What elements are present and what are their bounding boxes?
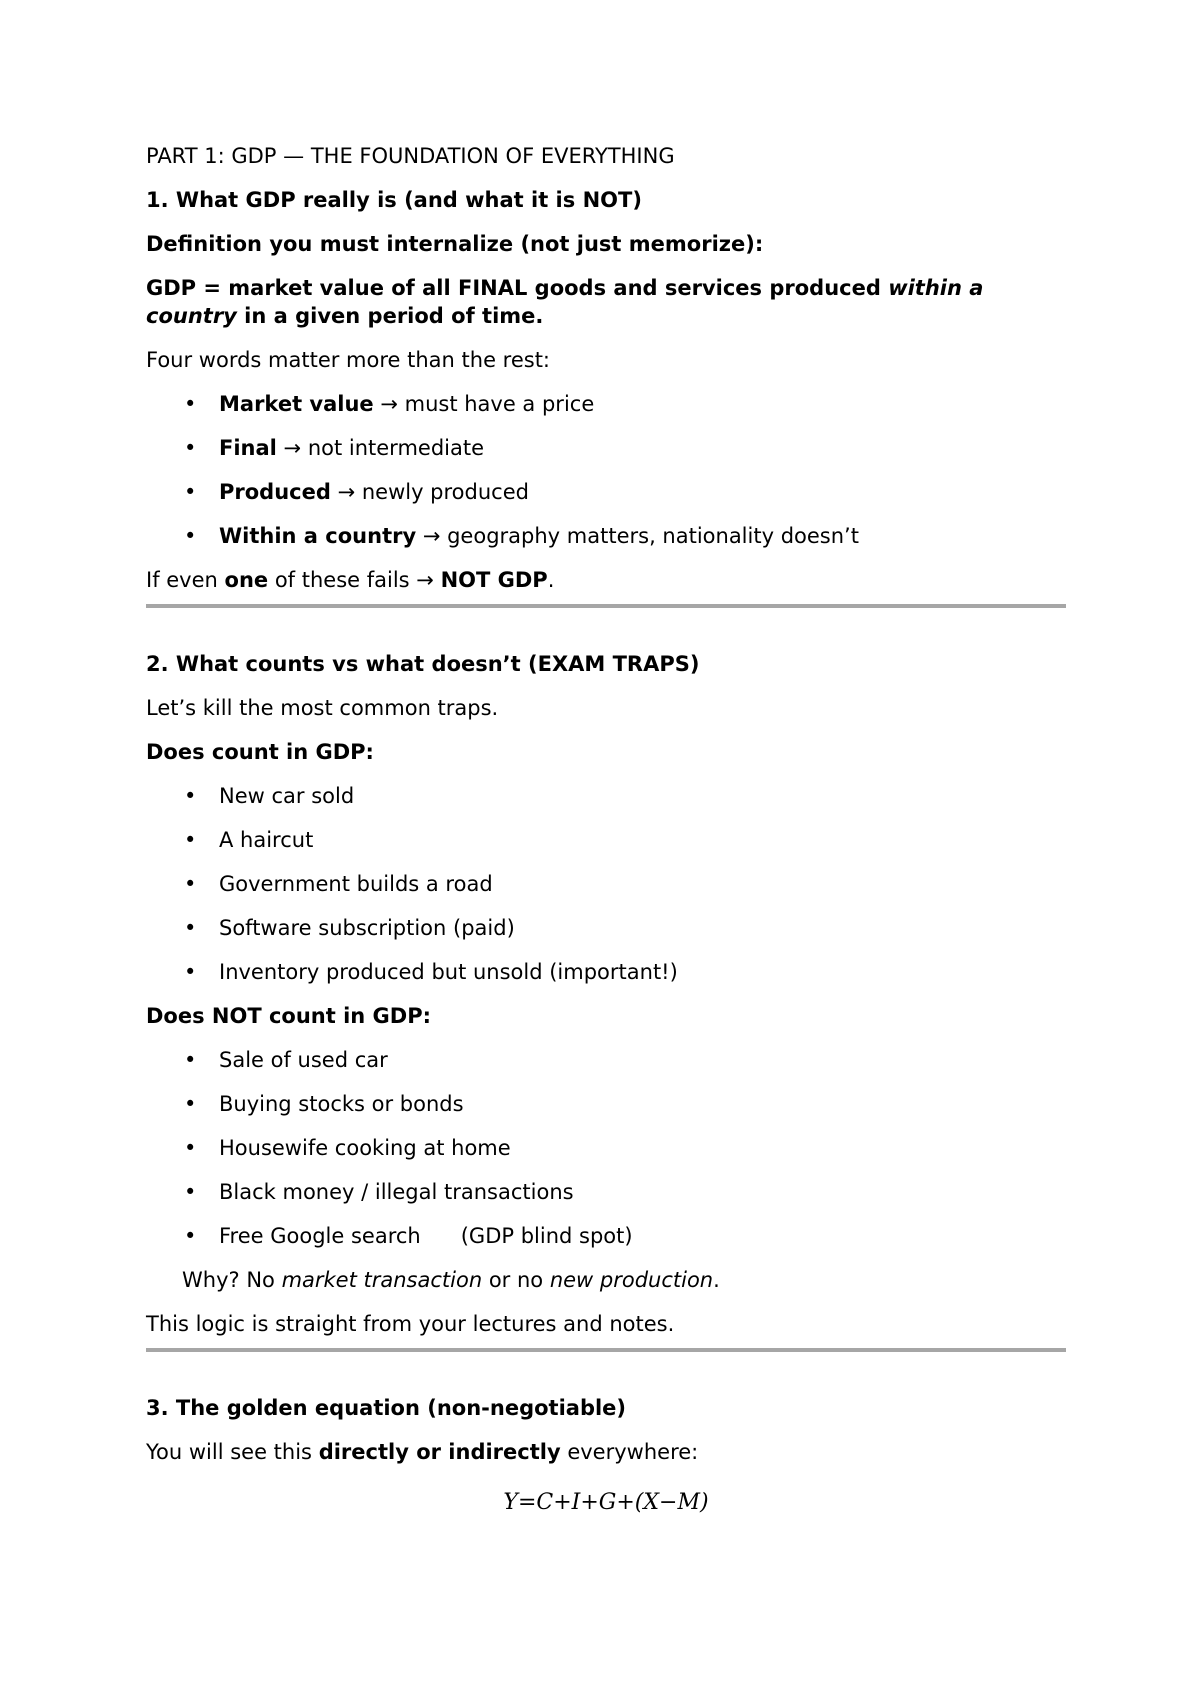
section-2-heading: 2. What counts vs what doesn’t (EXAM TRAPS)	[146, 652, 700, 676]
fail-rule-bold: one	[224, 568, 269, 592]
list-text-note: (GDP blind spot)	[460, 1224, 633, 1248]
key-words-list	[146, 390, 1066, 550]
equation-intro-bold: directly or indirectly	[318, 1440, 561, 1464]
fail-rule-bold: NOT GDP	[440, 568, 548, 592]
list-item	[146, 434, 1066, 462]
bullet-icon: •	[184, 828, 197, 852]
why-part: or no	[482, 1268, 550, 1292]
why-part: Why? No	[182, 1268, 282, 1292]
list-item	[146, 1178, 1066, 1206]
definition-label: Definition you must internalize (not just memorize):	[146, 232, 764, 256]
list-desc: → geography matters, nationality doesn’t	[416, 524, 859, 548]
list-text: Software subscription (paid)	[219, 916, 515, 940]
bullet-icon: •	[184, 1048, 197, 1072]
list-text: Sale of used car	[219, 1048, 388, 1072]
list-item	[146, 478, 1066, 506]
gdp-definition	[146, 274, 1066, 330]
list-text: Government builds a road	[219, 872, 493, 896]
definition-emphasis: within a country	[146, 276, 984, 328]
list-text: Free Google search	[219, 1224, 421, 1248]
not-counts-label: Does NOT count in GDP:	[146, 1004, 432, 1028]
equation-intro-part: everywhere:	[560, 1440, 699, 1464]
list-desc: → must have a price	[373, 392, 595, 416]
bullet-icon: •	[184, 916, 197, 940]
list-text: Housewife cooking at home	[219, 1136, 511, 1160]
list-item	[146, 958, 1066, 986]
list-term: Within a country	[219, 524, 417, 548]
list-item	[146, 522, 1066, 550]
list-term: Produced	[219, 480, 331, 504]
why-part: .	[713, 1268, 720, 1292]
fail-rule	[146, 566, 1066, 594]
bullet-icon: •	[184, 480, 197, 504]
list-text: New car sold	[219, 784, 355, 808]
traps-intro: Let’s kill the most common traps.	[146, 696, 499, 720]
list-term: Market value	[219, 392, 374, 416]
counts-list	[146, 782, 1066, 986]
bullet-icon: •	[184, 392, 197, 416]
list-term: Final	[219, 436, 277, 460]
bullet-icon: •	[184, 1180, 197, 1204]
bullet-icon: •	[184, 872, 197, 896]
equation-intro	[146, 1438, 1066, 1466]
part-title: PART 1: GDP — THE FOUNDATION OF EVERYTHING	[146, 144, 675, 168]
section-divider	[146, 604, 1066, 608]
bullet-icon: •	[184, 1136, 197, 1160]
bullet-icon: •	[184, 1224, 197, 1248]
not-counts-list	[146, 1046, 1066, 1250]
list-item	[146, 782, 1066, 810]
equation-intro-part: You will see this	[146, 1440, 319, 1464]
list-item	[146, 390, 1066, 418]
counts-label: Does count in GDP:	[146, 740, 374, 764]
list-item	[146, 870, 1066, 898]
list-text: Buying stocks or bonds	[219, 1092, 464, 1116]
document-content	[146, 142, 1066, 1518]
list-item	[146, 914, 1066, 942]
why-emphasis: new production	[549, 1268, 714, 1292]
bullet-icon: •	[184, 1092, 197, 1116]
bullet-icon: •	[184, 524, 197, 548]
list-item	[146, 1222, 1066, 1250]
fail-rule-part: .	[547, 568, 555, 592]
list-text: Inventory produced but unsold (important!)	[219, 960, 678, 984]
list-desc: → newly produced	[330, 480, 529, 504]
lecture-note: This logic is straight from your lectures and notes.	[146, 1312, 675, 1336]
section-1-heading: 1. What GDP really is (and what it is NOT)	[146, 188, 642, 212]
list-text: Black money / illegal transactions	[219, 1180, 574, 1204]
why-explanation	[146, 1266, 1066, 1294]
bullet-icon: •	[184, 436, 197, 460]
list-text: A haircut	[219, 828, 314, 852]
definition-part: GDP = market value of all FINAL goods and services produced	[146, 276, 889, 300]
list-item	[146, 1090, 1066, 1118]
list-item	[146, 1134, 1066, 1162]
bullet-icon: •	[184, 784, 197, 808]
list-item	[146, 826, 1066, 854]
bullet-icon: •	[184, 960, 197, 984]
why-emphasis: market transaction	[281, 1268, 483, 1292]
fail-rule-part: of these fails →	[268, 568, 441, 592]
list-desc: → not intermediate	[276, 436, 485, 460]
section-divider	[146, 1348, 1066, 1352]
fail-rule-part: If even	[146, 568, 225, 592]
section-3-heading: 3. The golden equation (non-negotiable)	[146, 1396, 627, 1420]
gdp-equation: Y=C+I+G+(X−M)	[503, 1490, 709, 1515]
four-words-intro: Four words matter more than the rest:	[146, 348, 551, 372]
list-item	[146, 1046, 1066, 1074]
definition-part: in a given period of time.	[236, 304, 544, 328]
